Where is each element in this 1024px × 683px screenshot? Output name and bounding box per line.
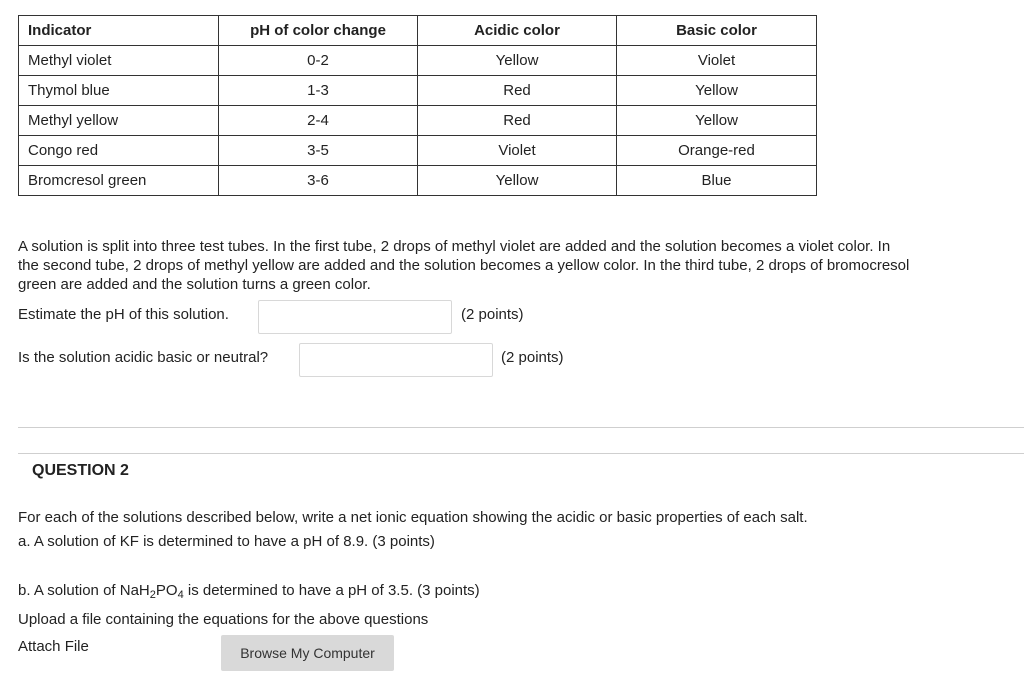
- question-2-part-a: a. A solution of KF is determined to have a pH of 8.9. (3 points): [18, 533, 435, 550]
- question-1-line-2: the second tube, 2 drops of methyl yellow are added and the solution becomes a yellow color. In the third tube, 2 drops of bromocresol: [18, 257, 910, 274]
- header-indicator: Indicator: [19, 16, 219, 46]
- acidic-basic-input[interactable]: [299, 343, 493, 377]
- part-b-suffix: is determined to have a pH of 3.5. (3 points): [183, 582, 480, 599]
- cell-basic: Yellow: [617, 76, 817, 106]
- cell-ph: 3-6: [219, 166, 418, 196]
- table-header-row: [19, 16, 817, 46]
- header-basic-color: Basic color: [617, 16, 817, 46]
- question-2-part-b: [18, 582, 480, 601]
- cell-indicator: Methyl yellow: [19, 106, 219, 136]
- cell-basic: Orange-red: [617, 136, 817, 166]
- table-row: [19, 76, 817, 106]
- cell-indicator: Congo red: [19, 136, 219, 166]
- table-row: [19, 136, 817, 166]
- cell-basic: Violet: [617, 46, 817, 76]
- attach-file-label: Attach File: [18, 638, 89, 655]
- browse-my-computer-button[interactable]: Browse My Computer: [221, 635, 394, 671]
- upload-instructions: Upload a file containing the equations for the above questions: [18, 611, 429, 628]
- cell-ph: 2-4: [219, 106, 418, 136]
- acidic-basic-points: (2 points): [501, 349, 564, 366]
- cell-indicator: Methyl violet: [19, 46, 219, 76]
- cell-indicator: Bromcresol green: [19, 166, 219, 196]
- cell-ph: 1-3: [219, 76, 418, 106]
- table-row: [19, 46, 817, 76]
- question-2-intro: For each of the solutions described below, write a net ionic equation showing the acidic or basic properties of each salt.: [18, 509, 808, 526]
- part-b-subscript-2: 4: [177, 589, 184, 601]
- header-acidic-color: Acidic color: [418, 16, 617, 46]
- cell-acidic: Red: [418, 76, 617, 106]
- part-b-middle: PO: [155, 582, 178, 599]
- cell-basic: Blue: [617, 166, 817, 196]
- estimate-ph-points: (2 points): [461, 306, 524, 323]
- question-1-line-1: A solution is split into three test tubes. In the first tube, 2 drops of methyl violet are added and the solution becomes a violet color. In: [18, 238, 891, 255]
- cell-acidic: Violet: [418, 136, 617, 166]
- estimate-ph-label: Estimate the pH of this solution.: [18, 306, 229, 323]
- cell-basic: Yellow: [617, 106, 817, 136]
- cell-acidic: Red: [418, 106, 617, 136]
- question-2-title: QUESTION 2: [32, 462, 129, 479]
- table-row: [19, 106, 817, 136]
- acidic-basic-label: Is the solution acidic basic or neutral?: [18, 349, 269, 366]
- cell-ph: 0-2: [219, 46, 418, 76]
- question-1-text: [18, 237, 1024, 294]
- table-row: [19, 166, 817, 196]
- part-b-prefix: b. A solution of NaH: [18, 582, 150, 599]
- indicator-table: [18, 15, 817, 196]
- section-divider-top: [18, 427, 1024, 428]
- part-b-subscript-1: 2: [149, 589, 156, 601]
- cell-indicator: Thymol blue: [19, 76, 219, 106]
- section-divider-bottom: [18, 453, 1024, 454]
- estimate-ph-input[interactable]: [258, 300, 452, 334]
- header-ph-change: pH of color change: [219, 16, 418, 46]
- cell-ph: 3-5: [219, 136, 418, 166]
- cell-acidic: Yellow: [418, 166, 617, 196]
- question-1-line-3: green are added and the solution turns a green color.: [18, 276, 371, 293]
- cell-acidic: Yellow: [418, 46, 617, 76]
